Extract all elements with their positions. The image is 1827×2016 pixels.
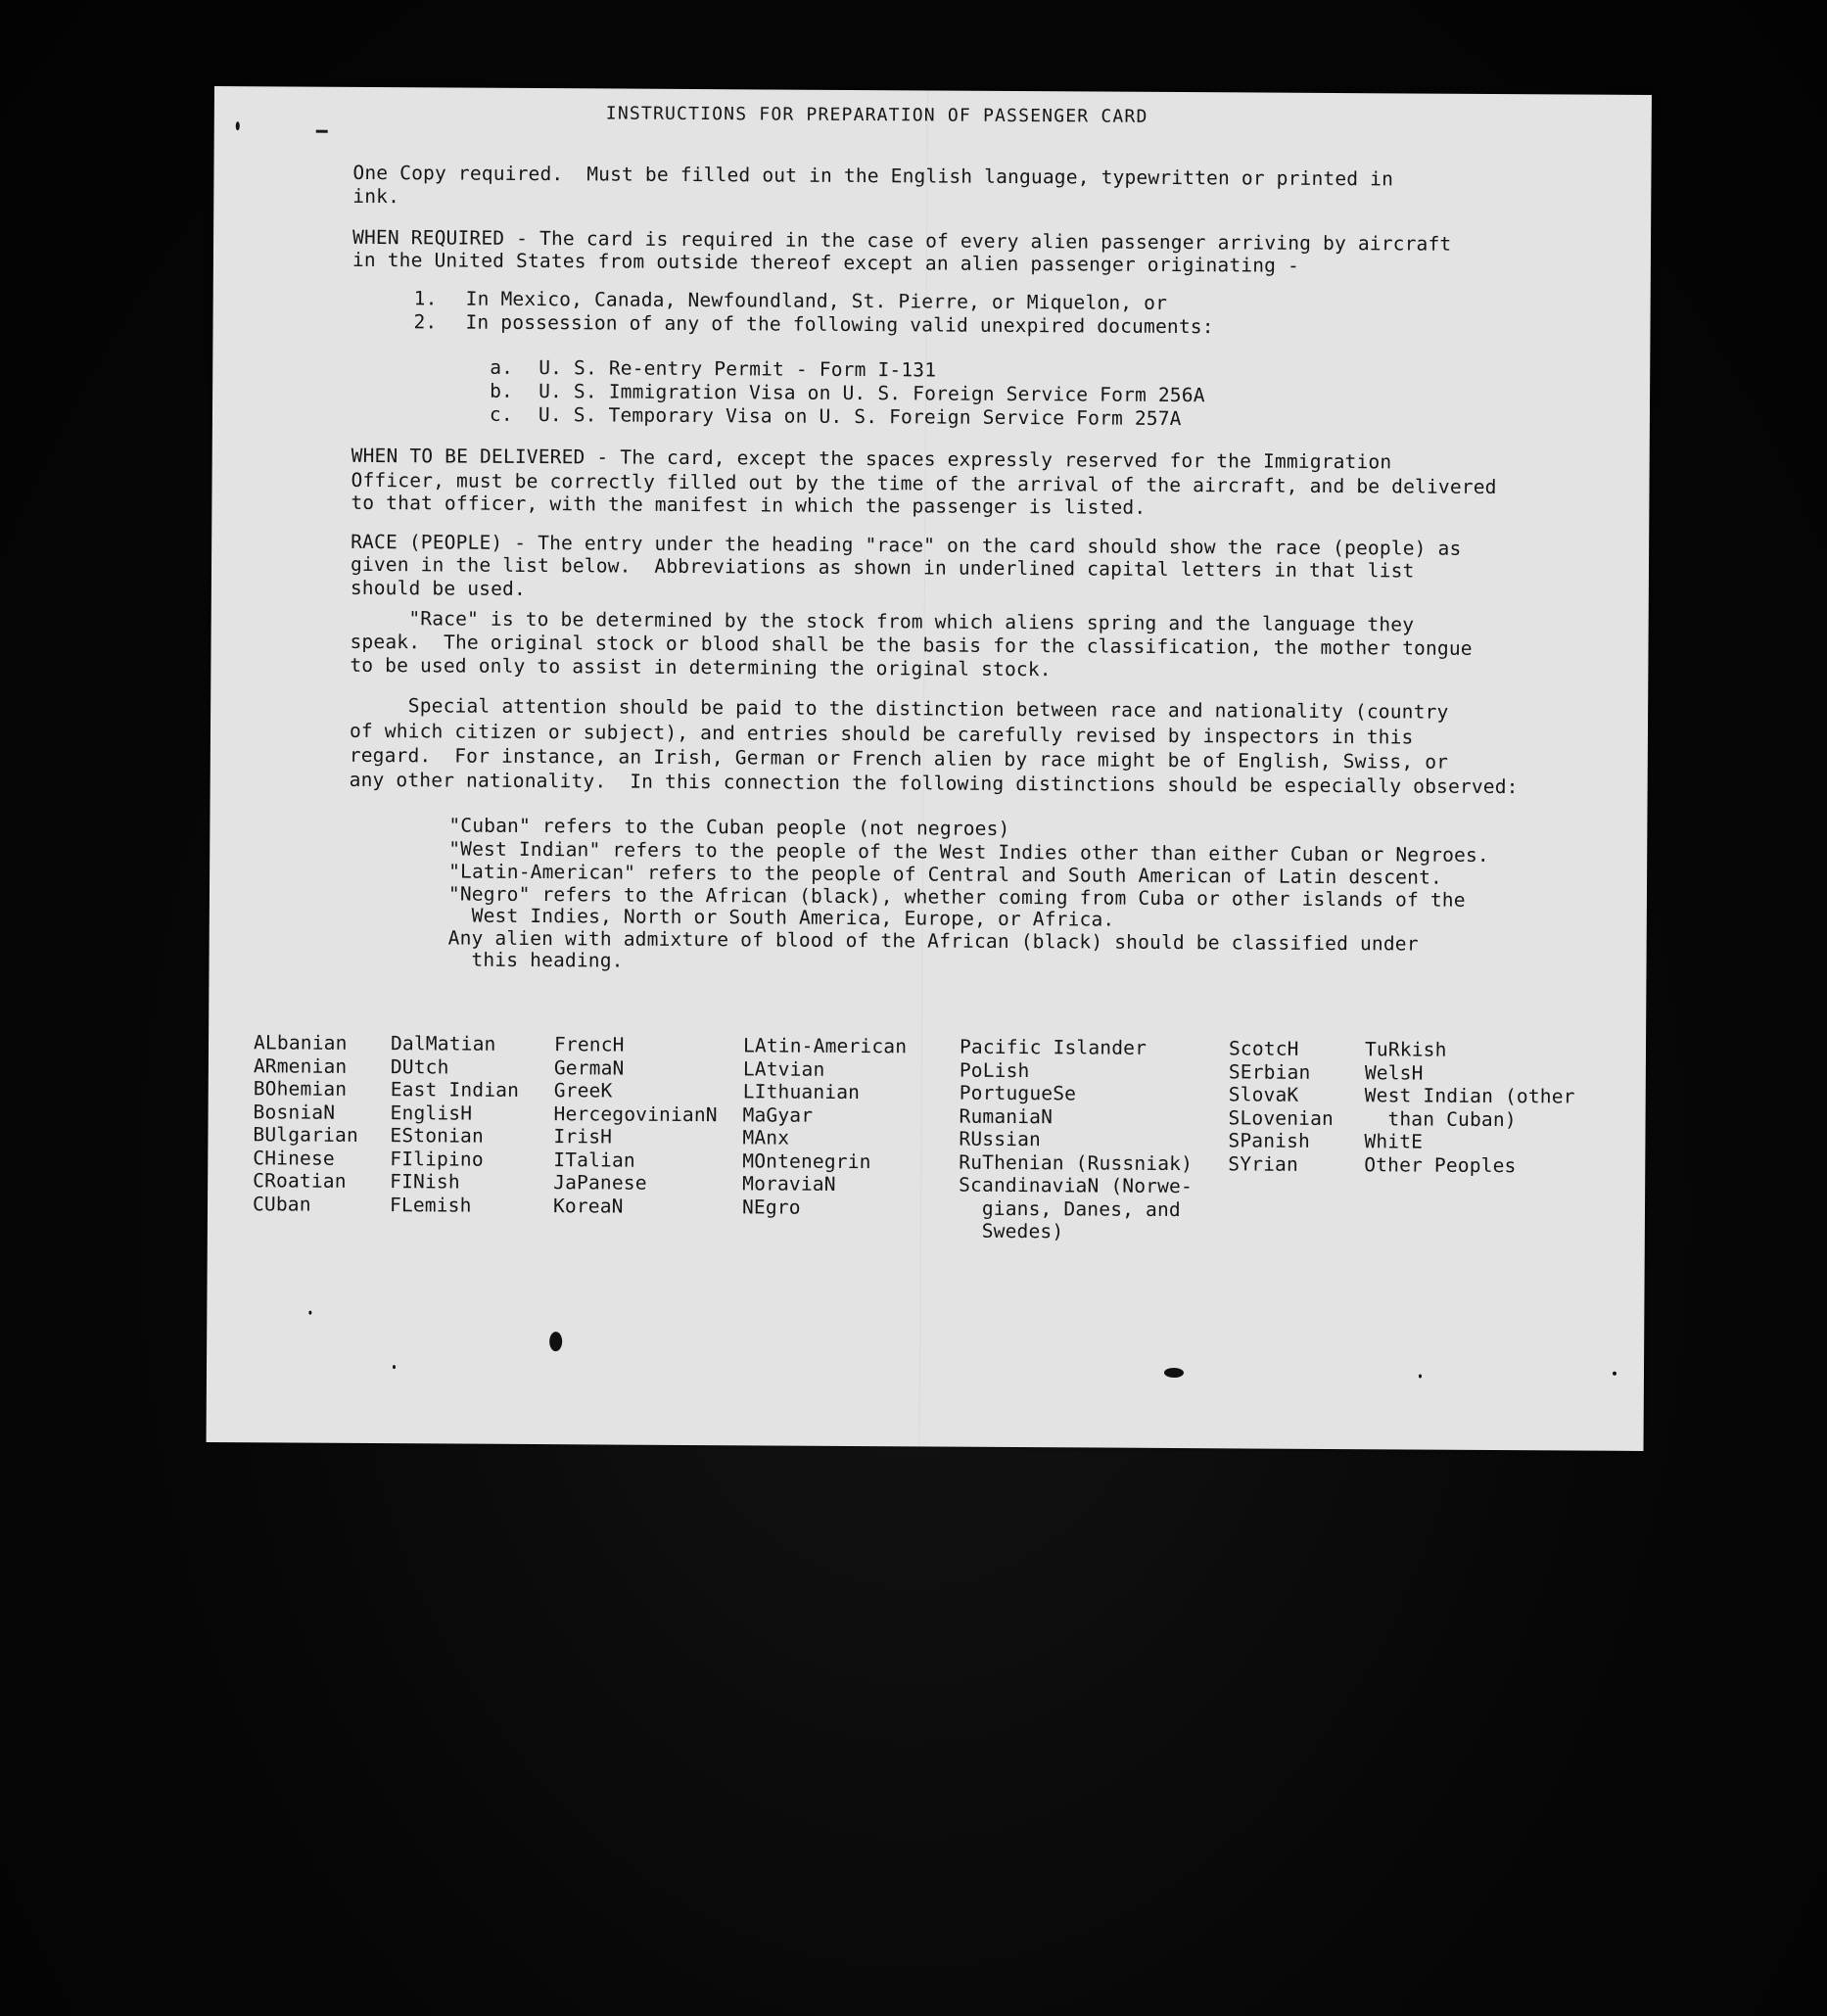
race-column-2 bbox=[390, 1032, 519, 1217]
race-entry: ARmenian bbox=[253, 1054, 348, 1078]
race-entry: GermaN bbox=[553, 1055, 625, 1080]
race-entry: LAtin-American bbox=[742, 1034, 908, 1058]
when-delivered-line-1: WHEN TO BE DELIVERED - The card, except the spaces expressly reserved for the Immigration bbox=[351, 444, 1392, 474]
race-entry: TuRkish bbox=[1364, 1038, 1447, 1061]
race-entry: RuThenian (Russniak) bbox=[959, 1150, 1194, 1175]
race-entry: PoLish bbox=[959, 1058, 1030, 1082]
distinction-latin-american: "Latin-American" refers to the people of Central and South American of Latin descent. bbox=[448, 860, 1443, 889]
race-column-6 bbox=[1228, 1037, 1334, 1176]
when-delivered-line-2: Officer, must be correctly filled out by the time of the arrival of the aircraft, and be delivered bbox=[351, 468, 1497, 499]
race-stock-line-2: speak. The original stock or blood shall be the basis for the classification, the mother tongue bbox=[350, 630, 1473, 660]
race-line-1: RACE (PEOPLE) - The entry under the heading "race" on the card should show the race (people) as bbox=[351, 530, 1462, 560]
page-title: INSTRUCTIONS FOR PREPARATION OF PASSENGER CARD bbox=[605, 103, 1148, 127]
race-entry: SPanish bbox=[1228, 1129, 1311, 1152]
distinction-admixture: Any alien with admixture of blood of the African (black) should be classified under bbox=[447, 926, 1419, 956]
race-entry: ITalian bbox=[553, 1148, 635, 1172]
race-entry: Pacific Islander bbox=[959, 1035, 1148, 1059]
race-entry: SErbian bbox=[1228, 1059, 1311, 1084]
race-entry: DalMatian bbox=[390, 1032, 496, 1055]
distinction-cuban: "Cuban" refers to the Cuban people (not negroes) bbox=[448, 814, 1010, 840]
race-entry: FINish bbox=[390, 1170, 460, 1194]
race-column-1 bbox=[253, 1031, 359, 1216]
when-required-line-2: in the United States from outside thereof except an alien passenger originating - bbox=[351, 248, 1300, 277]
race-entry: BosniaN bbox=[253, 1100, 336, 1124]
distinction-negro: "Negro" refers to the African (black), whether coming from Cuba or other islands of the bbox=[447, 882, 1466, 912]
special-line-2: of which citizen or subject), and entries should be carefully revised by inspectors in this bbox=[349, 719, 1414, 749]
race-entry: LAtvian bbox=[742, 1056, 825, 1081]
special-line-4: any other nationality. In this connection the following distinctions should be especially observed: bbox=[349, 768, 1519, 799]
scan-speck bbox=[1613, 1372, 1616, 1376]
race-entry: HercegovinianN bbox=[553, 1102, 718, 1126]
scan-speck bbox=[316, 130, 328, 133]
passenger-card-instructions-sheet bbox=[207, 86, 1652, 1451]
race-entry: WhitE bbox=[1364, 1130, 1424, 1153]
special-line-3: regard. For instance, an Irish, German or French alien by race might be of English, Swiss, or bbox=[349, 743, 1449, 774]
race-column-3 bbox=[553, 1033, 718, 1218]
race-line-3: should be used. bbox=[350, 576, 527, 600]
scan-speck bbox=[1164, 1368, 1184, 1378]
race-entry: FLemish bbox=[389, 1193, 472, 1217]
scan-speck bbox=[308, 1311, 311, 1315]
race-entry: ScandinaviaN (Norwe- bbox=[959, 1173, 1194, 1198]
race-entry: JaPanese bbox=[553, 1171, 647, 1195]
race-entry: than Cuban) bbox=[1364, 1106, 1517, 1131]
scan-speck bbox=[236, 121, 240, 130]
race-entry: ScotcH bbox=[1228, 1037, 1299, 1060]
race-stock-line-1: "Race" is to be determined by the stock from which aliens spring and the language they bbox=[350, 606, 1415, 636]
race-entry: SlovaK bbox=[1228, 1083, 1299, 1106]
race-entry: KoreaN bbox=[552, 1194, 624, 1218]
race-entry: MOntenegrin bbox=[742, 1149, 871, 1173]
special-line-1: Special attention should be paid to the distinction between race and nationality (country bbox=[350, 693, 1449, 724]
lettered-item-c-letter: c. bbox=[489, 402, 513, 426]
race-entry: Swedes) bbox=[958, 1219, 1064, 1243]
race-entry: NEgro bbox=[741, 1195, 801, 1219]
distinction-admixture-cont: this heading. bbox=[447, 948, 624, 972]
lettered-item-a-text: U. S. Re-entry Permit - Form I-131 bbox=[539, 356, 937, 382]
race-entry: SYrian bbox=[1228, 1151, 1299, 1176]
race-column-4 bbox=[742, 1034, 907, 1219]
race-entry: RumaniaN bbox=[959, 1104, 1054, 1128]
race-stock-line-3: to be used only to assist in determining the original stock. bbox=[350, 653, 1052, 681]
race-entry: East Indian bbox=[390, 1078, 520, 1102]
lettered-item-c-text: U. S. Temporary Visa on U. S. Foreign Service Form 257A bbox=[538, 403, 1182, 431]
race-entry: CHinese bbox=[253, 1146, 335, 1170]
scan-speck bbox=[393, 1365, 396, 1369]
race-entry: BUlgarian bbox=[253, 1123, 358, 1147]
lettered-item-a-letter: a. bbox=[490, 355, 514, 379]
lettered-item-b-letter: b. bbox=[490, 379, 514, 402]
race-entry: RUssian bbox=[959, 1127, 1042, 1151]
race-entry: ALbanian bbox=[253, 1031, 348, 1055]
numbered-item-2-num: 2. bbox=[413, 310, 438, 334]
lettered-item-b-text: U. S. Immigration Visa on U. S. Foreign Service Form 256A bbox=[539, 380, 1205, 407]
when-required-line-1: WHEN REQUIRED - The card is required in the case of every alien passenger arriving by aircraft bbox=[351, 225, 1452, 256]
numbered-item-1-text: In Mexico, Canada, Newfoundland, St. Pierre, or Miquelon, or bbox=[465, 287, 1168, 314]
race-entry: BOhemian bbox=[253, 1077, 348, 1101]
distinction-west-indian: "West Indian" refers to the people of the West Indies other than either Cuban or Negroes. bbox=[448, 837, 1489, 867]
race-entry: FrencH bbox=[553, 1033, 625, 1056]
numbered-item-1-num: 1. bbox=[413, 287, 438, 310]
intro-line-1: One Copy required. Must be filled out in the English language, typewritten or printed in bbox=[352, 161, 1394, 191]
race-entry: MAnx bbox=[742, 1126, 790, 1149]
race-entry: PortugueSe bbox=[959, 1081, 1077, 1105]
race-entry: MoraviaN bbox=[742, 1172, 836, 1196]
race-entry: CUban bbox=[252, 1192, 311, 1216]
race-entry: CRoatian bbox=[253, 1169, 347, 1193]
race-entry: gians, Danes, and bbox=[958, 1196, 1181, 1221]
race-entry: LIthuanian bbox=[742, 1080, 861, 1104]
race-entry: SLovenian bbox=[1228, 1105, 1335, 1130]
race-column-7 bbox=[1364, 1038, 1575, 1177]
race-entry: MaGyar bbox=[742, 1102, 814, 1127]
distinction-negro-cont: West Indies, North or South America, Europe, or Africa. bbox=[447, 904, 1115, 931]
when-delivered-line-3: to that officer, with the manifest in which the passenger is listed. bbox=[351, 491, 1147, 519]
race-column-5 bbox=[959, 1036, 1194, 1244]
race-entry: DUtch bbox=[390, 1055, 449, 1078]
intro-line-2: ink. bbox=[352, 184, 400, 209]
race-entry: EStonian bbox=[390, 1124, 485, 1148]
race-entry: EnglisH bbox=[390, 1101, 473, 1125]
race-line-2: given in the list below. Abbreviations as shown in underlined capital letters in that list bbox=[350, 552, 1415, 583]
race-entry: FIlipino bbox=[390, 1147, 484, 1171]
race-entry: GreeK bbox=[553, 1079, 613, 1102]
race-entry: IrisH bbox=[553, 1125, 613, 1149]
race-entry: Other Peoples bbox=[1364, 1152, 1517, 1177]
scan-speck bbox=[549, 1332, 562, 1351]
race-entry: WelsH bbox=[1364, 1060, 1424, 1085]
numbered-item-2-text: In possession of any of the following valid unexpired documents: bbox=[465, 310, 1214, 339]
race-entry: West Indian (other bbox=[1364, 1084, 1575, 1108]
scan-speck bbox=[1419, 1375, 1422, 1379]
